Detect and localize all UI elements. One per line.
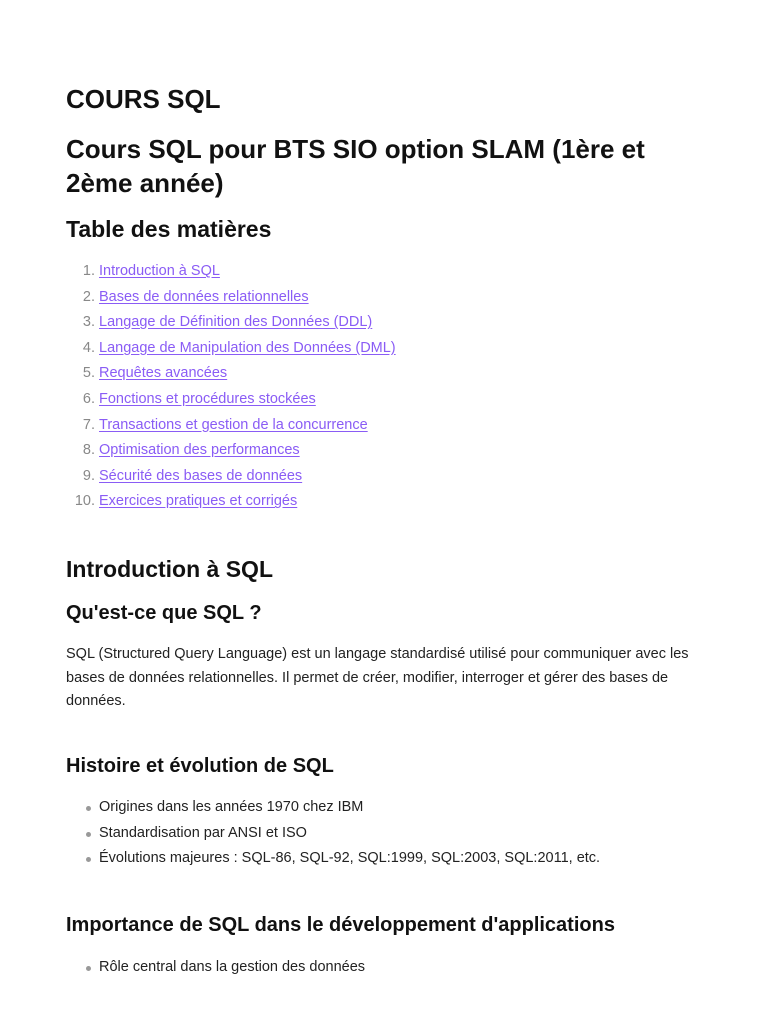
toc-link-ddl[interactable]: Langage de Définition des Données (DDL): [99, 314, 373, 331]
list-item: [66, 955, 365, 981]
list-item: [66, 846, 600, 872]
list-item: [66, 821, 600, 847]
toc-item: [66, 285, 396, 311]
toc-link-stored-procedures[interactable]: Fonctions et procédures stockées: [99, 390, 316, 407]
toc-item-number: 4.: [82, 339, 95, 356]
toc-item-number: 8.: [82, 442, 95, 459]
toc-link-relational-databases[interactable]: Bases de données relationnelles: [99, 288, 309, 305]
toc-item: [66, 259, 396, 285]
subsection-heading-what-is-sql: Qu'est-ce que SQL ?: [66, 602, 262, 624]
section-heading-introduction: Introduction à SQL: [66, 556, 273, 582]
list-item: [66, 795, 600, 821]
toc-item-number: 1.: [82, 263, 95, 279]
subsection-heading-importance: Importance de SQL dans le développement d'applications: [66, 914, 615, 936]
toc-link-security[interactable]: Sécurité des bases de données: [99, 467, 303, 484]
toc-item-number: 9.: [82, 467, 95, 484]
toc-item-number: 5.: [82, 365, 95, 382]
toc-item: [66, 464, 396, 490]
subsection-heading-history: Histoire et évolution de SQL: [66, 755, 334, 777]
toc-item: [66, 387, 396, 413]
list-item-text: Standardisation par ANSI et ISO: [99, 824, 307, 841]
toc-link-introduction[interactable]: Introduction à SQL: [99, 263, 220, 279]
paragraph-what-is-sql: SQL (Structured Query Language) est un langage standardisé utilisé pour communiquer avec les bases de données relationnelles. Il permet de créer, modifier, interroger et gérer des bases de données.: [66, 646, 689, 709]
history-list: [66, 795, 600, 872]
importance-list: [66, 955, 365, 981]
toc-item-number: 7.: [82, 416, 95, 433]
bullet-icon: [86, 806, 91, 811]
toc-item: [66, 361, 396, 387]
toc-heading: Table des matières: [66, 216, 272, 242]
document-subtitle: Cours SQL pour BTS SIO option SLAM (1ère et 2ème année): [66, 134, 645, 198]
bullet-icon: [86, 966, 91, 971]
list-item-text: Rôle central dans la gestion des données: [99, 959, 366, 975]
toc-link-exercises[interactable]: Exercices pratiques et corrigés: [99, 493, 298, 510]
toc-item-number: 6.: [82, 390, 95, 407]
toc-link-performance[interactable]: Optimisation des performances: [99, 442, 300, 459]
toc-link-advanced-queries[interactable]: Requêtes avancées: [99, 365, 228, 382]
toc-item-number: 2.: [82, 288, 95, 305]
document-title: COURS SQL: [66, 84, 221, 114]
toc-item: [66, 489, 396, 515]
toc-link-dml[interactable]: Langage de Manipulation des Données (DML): [99, 339, 396, 356]
toc-item: [66, 336, 396, 362]
toc-item: [66, 310, 396, 336]
bullet-icon: [86, 832, 91, 837]
toc-link-transactions[interactable]: Transactions et gestion de la concurrence: [99, 416, 368, 433]
list-item-text: Origines dans les années 1970 chez IBM: [99, 799, 364, 815]
table-of-contents: [66, 259, 396, 515]
toc-item-number: 10.: [74, 493, 95, 510]
toc-item: [66, 413, 396, 439]
list-item-text: Évolutions majeures : SQL-86, SQL-92, SQL:1999, SQL:2003, SQL:2011, etc.: [99, 850, 601, 867]
bullet-icon: [86, 857, 91, 862]
toc-item: [66, 438, 396, 464]
toc-item-number: 3.: [82, 314, 95, 331]
